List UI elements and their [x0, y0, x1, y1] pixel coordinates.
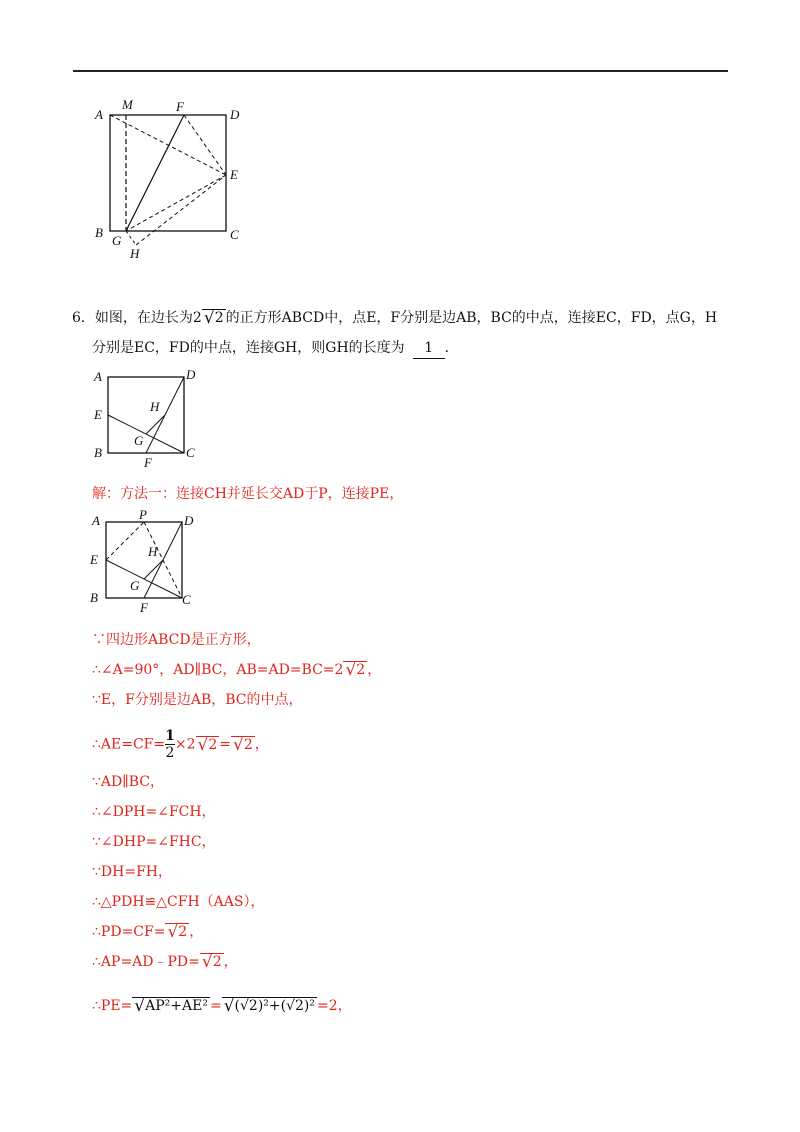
solution-line-5: ∵AD∥BC， — [92, 774, 164, 790]
header-rule — [73, 70, 728, 72]
label-p: P — [139, 507, 147, 522]
question-text-c: 分别是EC，FD的中点，连接GH，则GH的长度为 — [92, 340, 405, 356]
label-a: A — [94, 369, 102, 384]
solution-line-1: ∵四边形ABCD是正方形， — [92, 632, 261, 648]
label-b: B — [90, 590, 98, 605]
label-e: E — [94, 407, 102, 422]
label-g: G — [134, 433, 144, 448]
label-d: D — [184, 513, 194, 528]
solution-line-11: ∴AP=AD﹣PD= √2 ， — [92, 952, 238, 972]
solution-line-4: ∴AE=CF= $\frac{1}{2}$ ×2 √2 = √2 ， — [92, 728, 269, 761]
answer-blank: 1 — [413, 338, 445, 359]
solution-line-8: ∵DH=FH， — [92, 864, 172, 880]
label-b: B — [94, 445, 102, 460]
square-outline — [110, 115, 226, 231]
label-a: A — [95, 107, 103, 122]
question-text-b: 的正方形ABCD中，点E，F分别是边AB，BC的中点，连接EC，FD，点G，H — [225, 310, 718, 326]
label-f: F — [140, 600, 148, 615]
segment-he — [136, 175, 226, 245]
label-c: C — [182, 592, 191, 607]
square-outline — [108, 377, 184, 453]
solution-line-6: ∴∠DPH=∠FCH， — [92, 804, 216, 820]
label-c: C — [186, 445, 195, 460]
square-outline — [106, 522, 182, 598]
label-g: G — [112, 233, 122, 248]
segment-fg — [126, 115, 184, 231]
label-d: D — [230, 107, 240, 122]
segment-ae — [110, 115, 226, 175]
label-c: C — [230, 227, 239, 242]
question-number: 6． — [72, 310, 95, 326]
question-text-a: 如图，在边长为2 — [94, 310, 202, 326]
label-e: E — [90, 552, 98, 567]
question-6-line-2 — [92, 338, 459, 359]
figure-3-solution — [88, 508, 208, 616]
label-m: M — [122, 97, 133, 112]
label-f: F — [176, 99, 184, 114]
segment-eg — [126, 175, 226, 231]
solution-line-9: ∴△PDH≌△CFH（AAS）， — [92, 894, 265, 910]
label-f: F — [144, 455, 152, 470]
question-text-d: ． — [444, 340, 459, 356]
label-g: G — [130, 578, 140, 593]
label-b: B — [95, 225, 103, 240]
segment-gh — [126, 231, 136, 245]
solution-line-3: ∵E，F分别是边AB，BC的中点， — [92, 692, 303, 708]
figure-1-square-abcd — [90, 95, 250, 265]
sqrt-2: 2 — [214, 310, 224, 326]
label-h: H — [130, 246, 140, 261]
fraction-one-half: $\frac{1}{2}$ — [165, 728, 175, 761]
question-6-line-1: 6．如图，在边长为2 √2 的正方形ABCD中，点E，F分别是边AB，BC的中点，连接EC，FD，点G，H — [72, 308, 718, 328]
solution-intro: 解：方法一：连接CH并延长交AD于P，连接PE， — [92, 486, 404, 502]
figure-2-question-6 — [90, 365, 210, 470]
label-h: H — [148, 544, 158, 559]
segment-pe — [106, 522, 144, 560]
solution-line-2: ∴∠A=90°，AD∥BC，AB=AD=BC=2 √2 ， — [92, 660, 382, 680]
segment-fe — [184, 115, 226, 175]
label-a: A — [92, 513, 100, 528]
label-d: D — [186, 367, 196, 382]
label-h: H — [150, 399, 160, 414]
solution-line-10: ∴PD=CF= √2 ， — [92, 922, 204, 942]
solution-line-7: ∵∠DHP=∠FHC， — [92, 834, 216, 850]
segment-gh — [146, 415, 165, 434]
segment-gh — [144, 560, 163, 579]
solution-line-12: ∴PE= √AP²+AE² = √(√2)²+(√2)² =2， — [92, 996, 352, 1016]
label-e: E — [230, 167, 238, 182]
